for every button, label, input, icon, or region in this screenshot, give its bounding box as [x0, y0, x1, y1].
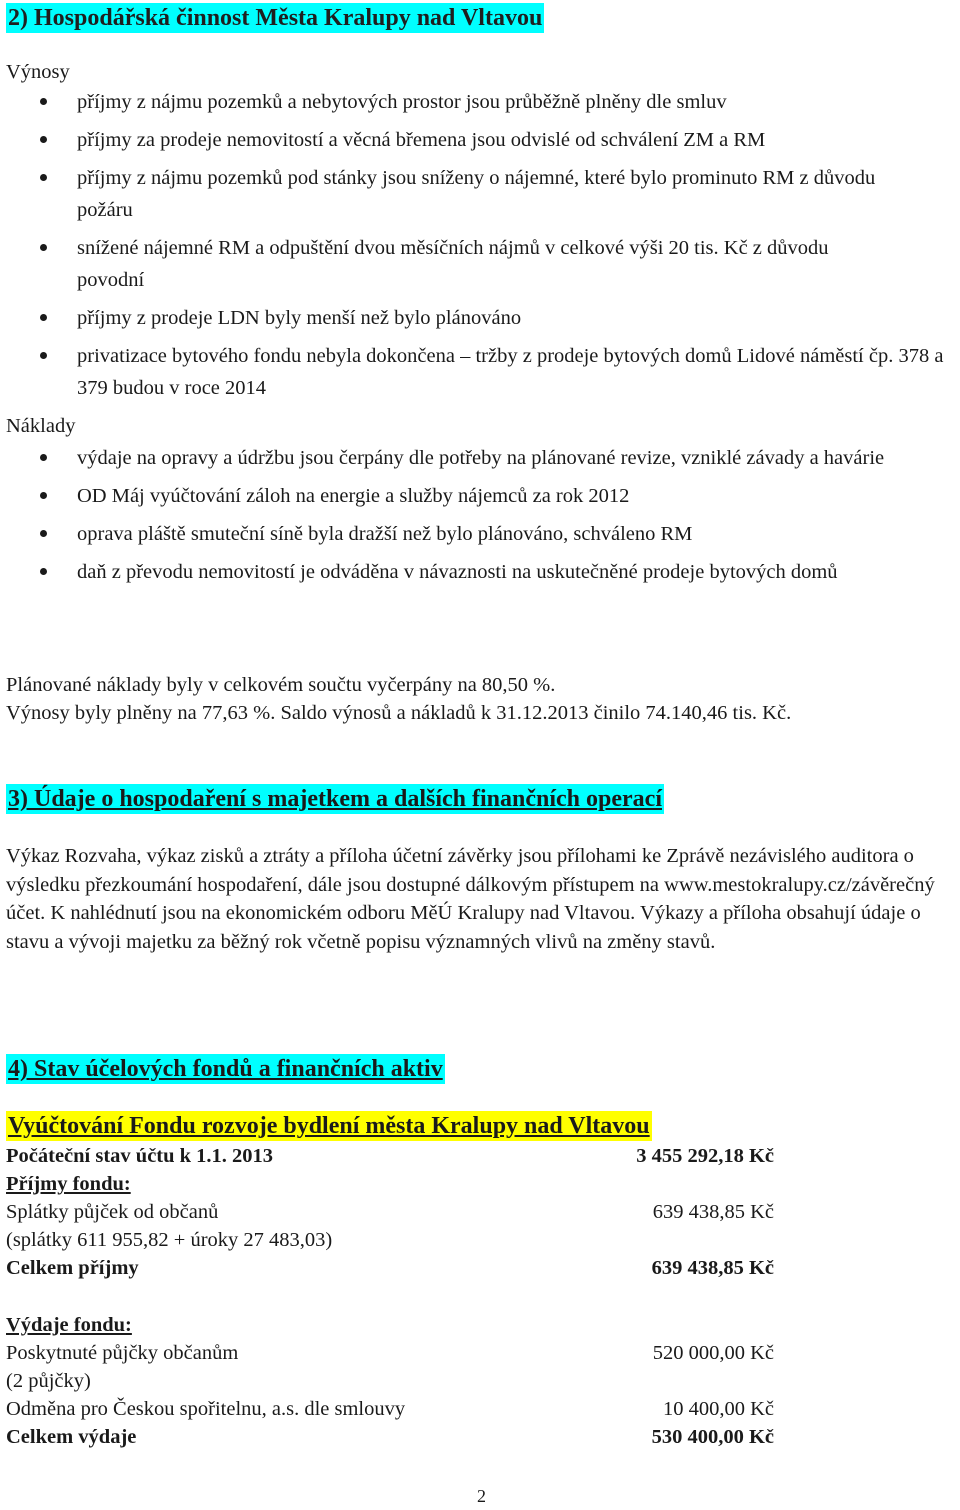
income-heading: Příjmy fondu: — [6, 1173, 131, 1195]
loan-repayments-label: Splátky půjček od občanů — [6, 1201, 219, 1223]
bullet-icon — [40, 530, 47, 537]
list-item: příjmy z nájmu pozemků pod stánky jsou sníženy o nájemné, které bylo prominuto RM z důvodu požáru — [0, 162, 927, 226]
list-item: příjmy za prodeje nemovitostí a věcná břemena jsou odvislé od schválení ZM a RM — [0, 124, 940, 156]
list-item: příjmy z prodeje LDN byly menší než bylo plánováno — [0, 302, 940, 334]
list-item: snížené nájemné RM a odpuštění dvou měsíčních nájmů v celkové výši 20 tis. Kč z důvodu povodní — [0, 232, 895, 296]
bullet-icon — [40, 174, 47, 181]
page-number: 2 — [477, 1486, 486, 1506]
income-total-row — [6, 1254, 774, 1282]
revenue-list — [0, 86, 944, 410]
costs-list — [0, 442, 940, 594]
fund-subheading: Vyúčtování Fondu rozvoje bydlení města Kralupy nad Vltavou — [8, 1113, 650, 1139]
revenue-summary: Výnosy byly plněny na 77,63 %. Saldo výnosů a nákladů k 31.12.2013 činilo 74.140,46 tis. Kč. — [6, 702, 792, 724]
list-item: privatizace bytového fondu nebyla dokončena – tržby z prodeje bytových domů Lidové náměstí čp. 378 a 379 budou v roce 2014 — [0, 340, 945, 404]
expense-total-value: 530 400,00 Kč — [651, 1426, 774, 1448]
list-item: OD Máj vyúčtování záloh na energie a služby nájemců za rok 2012 — [0, 480, 940, 512]
loans-given-value: 520 000,00 Kč — [652, 1342, 774, 1364]
opening-balance-value: 3 455 292,18 Kč — [636, 1145, 774, 1167]
bullet-icon — [40, 568, 47, 575]
list-item: příjmy z nájmu pozemků a nebytových prostor jsou průběžně plněny dle smluv — [0, 86, 940, 118]
loans-given-note: (2 půjčky) — [6, 1370, 91, 1392]
expense-heading: Výdaje fondu: — [6, 1314, 132, 1336]
fee-value: 10 400,00 Kč — [662, 1398, 774, 1420]
loan-repayments-row — [6, 1198, 774, 1226]
costs-summary: Plánované náklady byly v celkovém součtu vyčerpány na 80,50 %. — [6, 674, 556, 696]
costs-label: Náklady — [6, 415, 76, 437]
bullet-icon — [40, 352, 47, 359]
loans-given-label: Poskytnuté půjčky občanům — [6, 1342, 239, 1364]
expense-total-label: Celkem výdaje — [6, 1426, 137, 1448]
list-item: oprava pláště smuteční síně byla dražší než bylo plánováno, schváleno RM — [0, 518, 940, 550]
opening-balance-label: Počáteční stav účtu k 1.1. 2013 — [6, 1145, 274, 1167]
fee-row — [6, 1395, 774, 1423]
list-item: výdaje na opravy a údržbu jsou čerpány dle potřeby na plánované revize, vzniklé závady a havárie — [0, 442, 940, 474]
loan-repayments-note: (splátky 611 955,82 + úroky 27 483,03) — [6, 1229, 333, 1251]
loan-repayments-value: 639 438,85 Kč — [652, 1201, 774, 1223]
section-3-heading: 3) Údaje o hospodaření s majetkem a dalších finančních operací — [8, 786, 662, 812]
loans-given-row — [6, 1339, 774, 1367]
bullet-icon — [40, 244, 47, 251]
fee-label: Odměna pro Českou spořitelnu, a.s. dle smlouvy — [6, 1398, 406, 1420]
list-item: daň z převodu nemovitostí je odváděna v návaznosti na uskutečněné prodeje bytových domů — [0, 556, 937, 588]
bullet-icon — [40, 98, 47, 105]
income-total-label: Celkem příjmy — [6, 1257, 139, 1279]
section-3-paragraph: Výkaz Rozvaha, výkaz zisků a ztráty a příloha účetní závěrky jsou přílohami ke Zprávě nezávislého auditora o výsledku přezkoumání hospodaření, dále jsou dostupné dálkovým přístupem na www.mestokralupy.cz/závěrečný účet. K nahlédnutí jsou na ekonomickém odboru MěÚ Kralupy nad Vltavou. Výkazy a příloha obsahují údaje o stavu a vývoji majetku za běžný rok včetně popisu významných vlivů na změny stavů. — [6, 845, 935, 953]
section-2-heading: 2) Hospodářská činnost Města Kralupy nad Vltavou — [8, 5, 543, 31]
opening-balance-row — [6, 1142, 774, 1170]
section-4-heading: 4) Stav účelových fondů a finančních aktiv — [8, 1056, 443, 1082]
income-total-value: 639 438,85 Kč — [651, 1257, 774, 1279]
expense-total-row — [6, 1423, 774, 1451]
bullet-icon — [40, 454, 47, 461]
bullet-icon — [40, 492, 47, 499]
revenue-label: Výnosy — [6, 61, 70, 83]
bullet-icon — [40, 314, 47, 321]
bullet-icon — [40, 136, 47, 143]
